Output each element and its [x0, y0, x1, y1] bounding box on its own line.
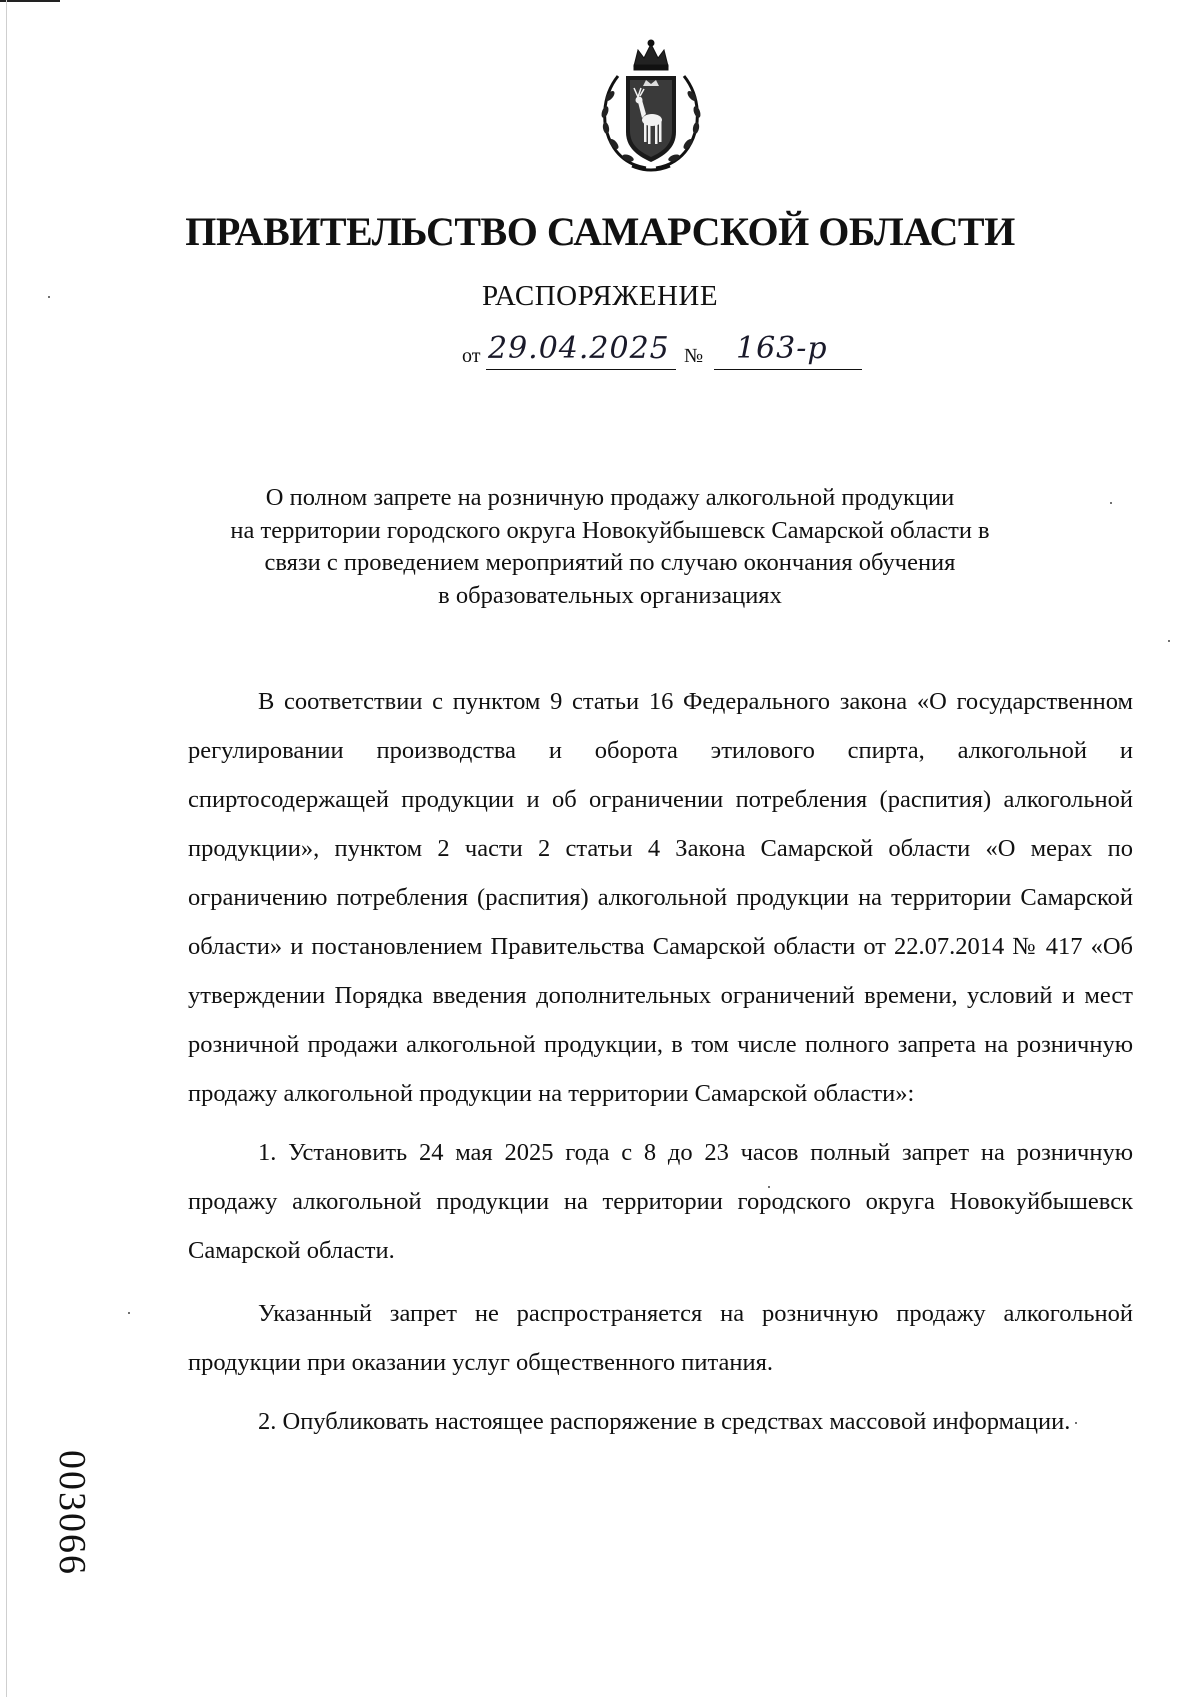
preamble-paragraph: В соответствии с пунктом 9 статьи 16 Федерального закона «О государственном регулировании производства и оборота этилового спирта, алкогольной и спиртосодержащей продукции и об ограничении потребления (распития) алкогольной продукции», пунктом 2 части 2 статьи 4 Закона Самарской области «О мерах по ограничению потребления (распития) алкогольной продукции на территории Самарской области» и постановлением Правительства Самарской области от 22.07.2014 № 417 «Об утверждении Порядка введения дополнительных ограничений времени, условий и мест розничной продажи алкогольной продукции, в том числе полного запрета на розничную продажу алкогольной продукции на территории Самарской области»: [188, 688, 1133, 1107]
scan-edge-mark [0, 0, 60, 2]
number-label: № [684, 345, 704, 367]
date-label: от [462, 345, 481, 367]
subject-line: связи с проведением мероприятий по случаю окончания обучения [264, 549, 956, 576]
item-1-note-paragraph: Указанный запрет не распространяется на розничную продажу алкогольной продукции при оказании услуг общественного питания. [188, 1300, 1133, 1376]
scan-speck [1075, 1422, 1077, 1424]
date-underline [486, 369, 676, 371]
subject-line: в образовательных организациях [438, 581, 782, 609]
number-value: 163-р [736, 331, 828, 366]
item-2-paragraph: 2. Опубликовать настоящее распоряжение в средствах массовой информации. [258, 1408, 1071, 1435]
number-underline [714, 369, 862, 371]
scan-speck [48, 296, 50, 298]
samara-coat-of-arms-icon [588, 36, 714, 176]
subject-line: О полном запрете на розничную продажу алкогольной продукции [265, 484, 955, 511]
scan-speck [1168, 640, 1170, 642]
margin-serial-number: 003066 [51, 1450, 93, 1576]
document-body [188, 677, 1133, 1446]
scan-speck [128, 1312, 130, 1314]
government-title: ПРАВИТЕЛЬСТВО САМАРСКОЙ ОБЛАСТИ [185, 209, 1015, 254]
item-1-paragraph: 1. Установить 24 мая 2025 года с 8 до 23 часов полный запрет на розничную продажу алкогольной продукции на территории городского округа Новокуйбышевск Самарской области. [188, 1139, 1133, 1264]
subject-line: на территории городского округа Новокуйбышевск Самарской области в [230, 516, 990, 544]
scan-speck [768, 1186, 770, 1188]
document-subject [190, 482, 1030, 612]
date-value: 29.04.2025 [488, 331, 670, 366]
document-type: РАСПОРЯЖЕНИЕ [481, 280, 719, 312]
scan-speck [1110, 502, 1112, 504]
date-number-line [462, 330, 882, 376]
